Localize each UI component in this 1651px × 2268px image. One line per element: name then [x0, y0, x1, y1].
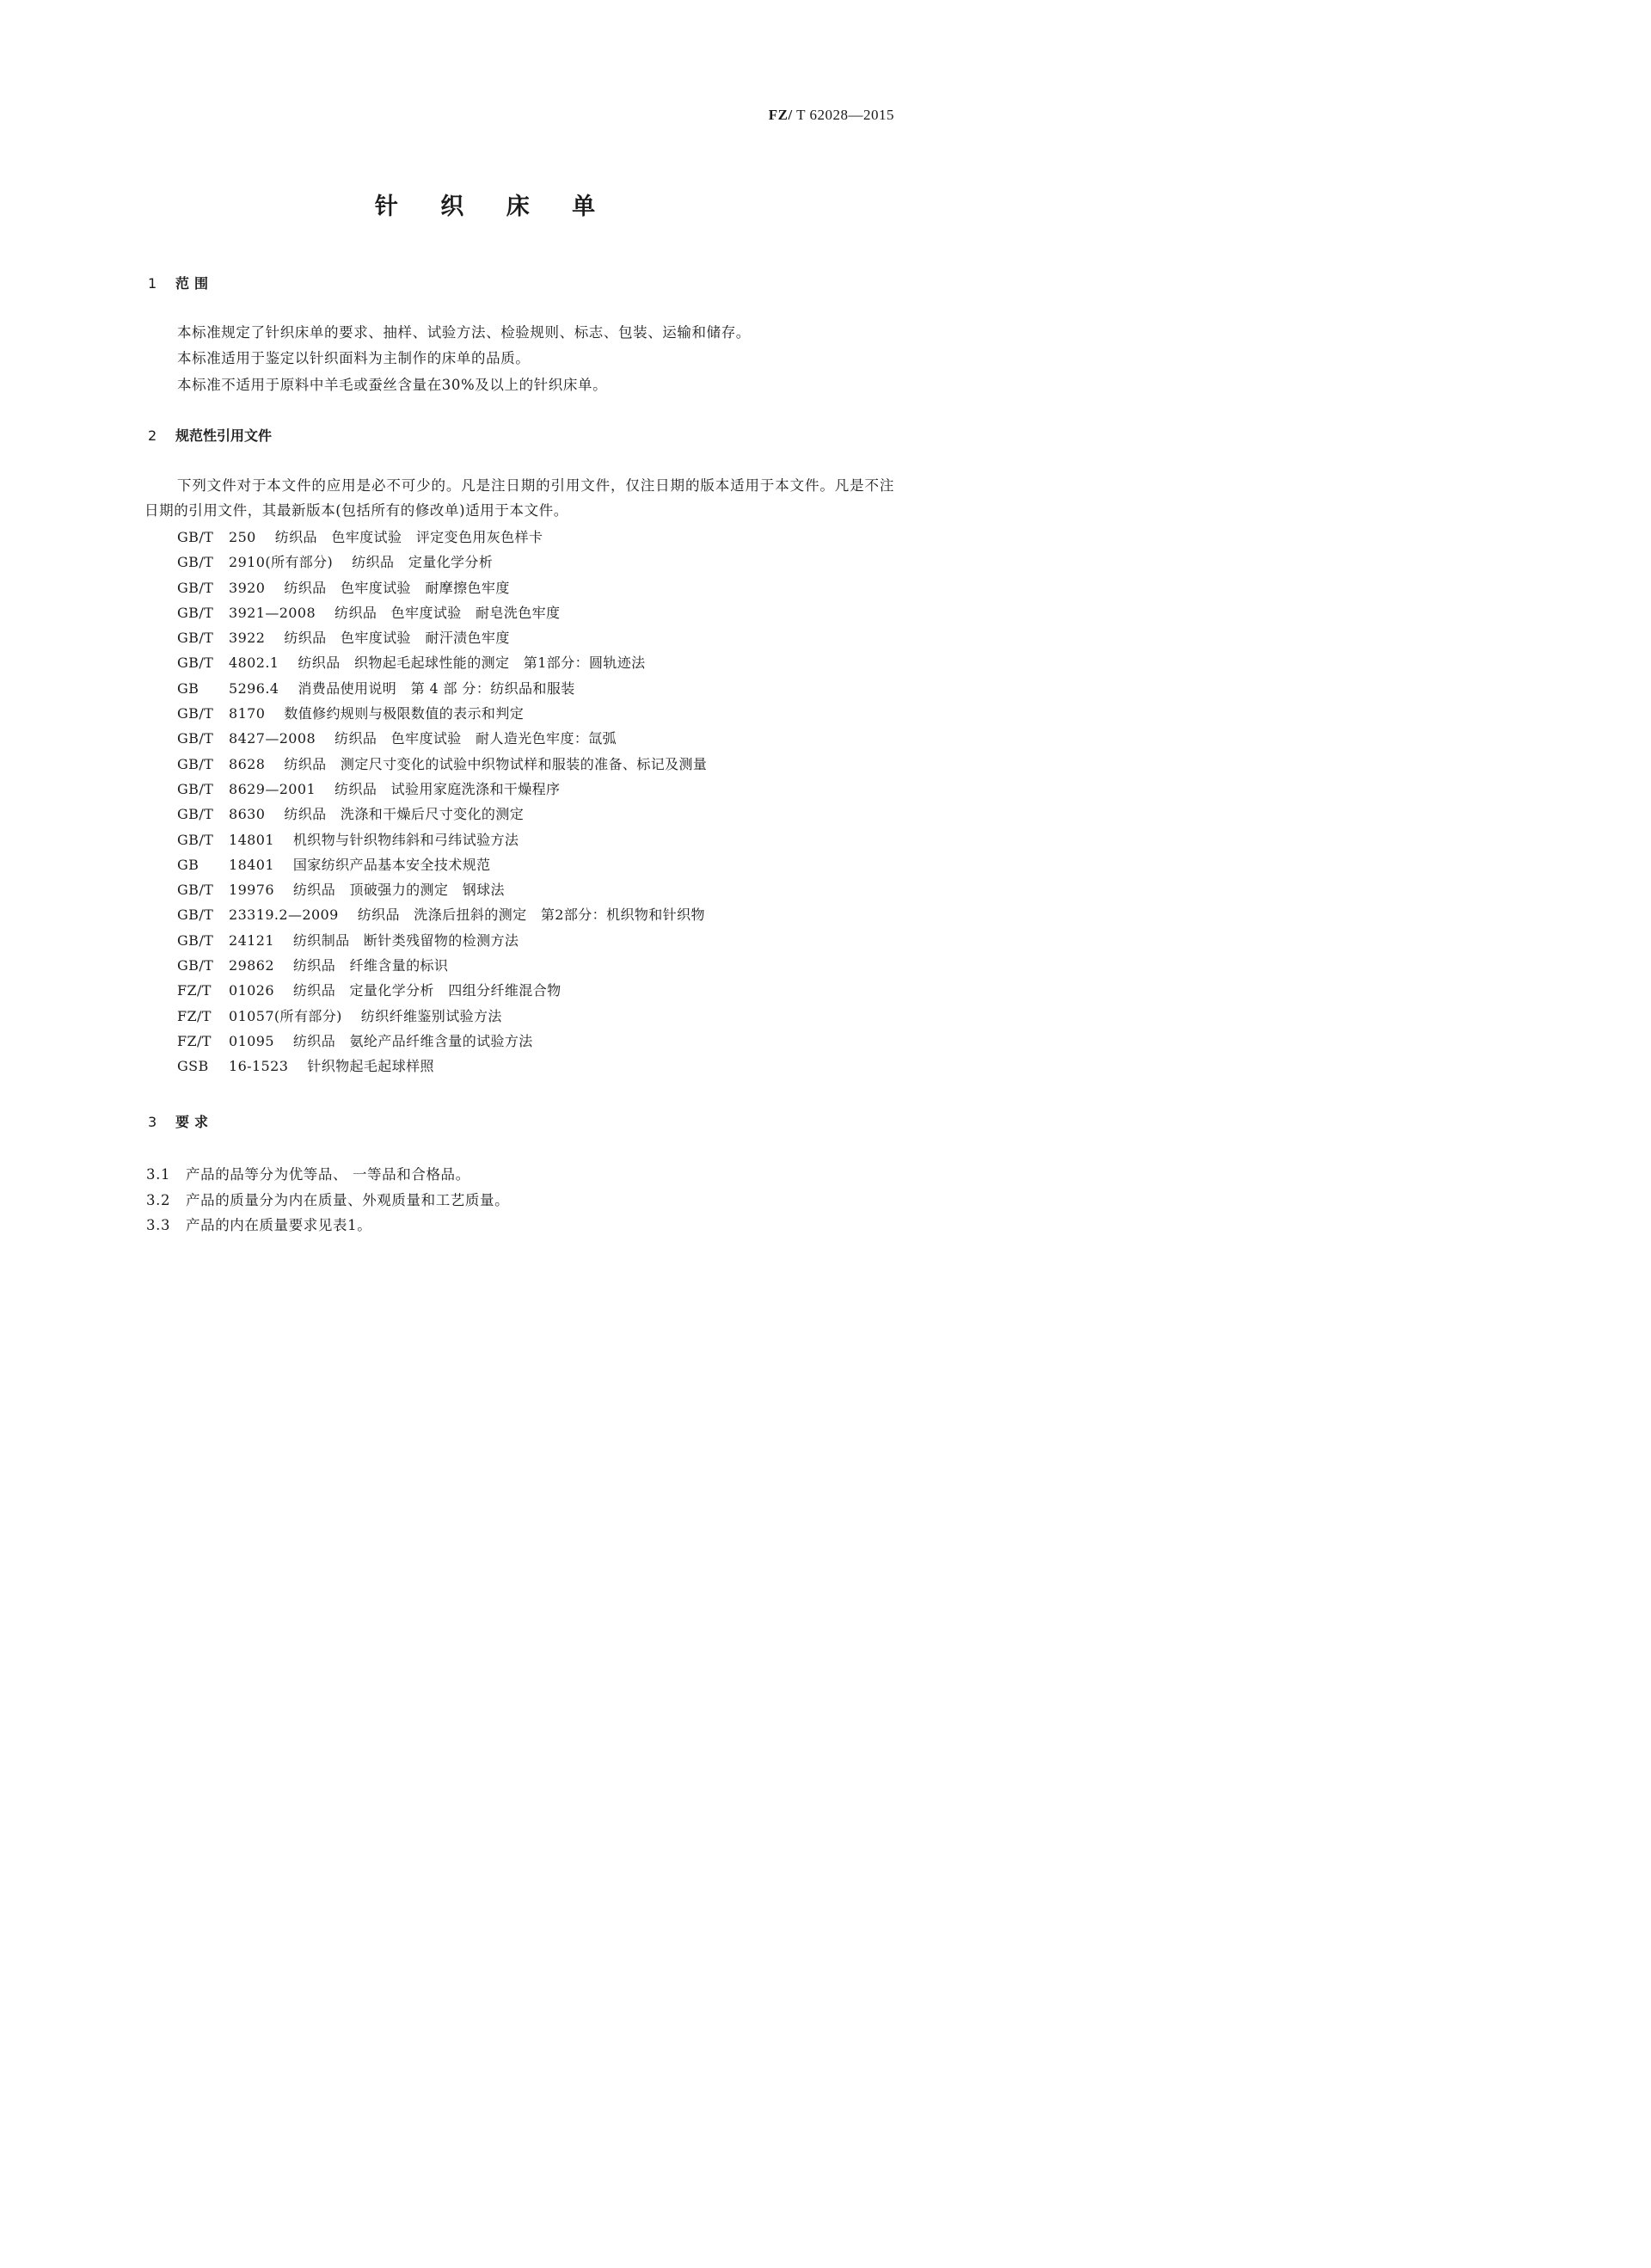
reference-number: 18401: [229, 856, 274, 873]
reference-item: [177, 803, 707, 828]
section-number: 2: [148, 427, 157, 444]
requirement-item: [146, 1189, 509, 1209]
reference-number: 01095: [229, 1032, 274, 1049]
requirement-text: 产品的质量分为内在质量、外观质量和工艺质量。: [186, 1192, 510, 1208]
section-number: 3: [148, 1114, 157, 1130]
reference-title: 纺织品 测定尺寸变化的试验中织物试样和服装的准备、标记及测量: [284, 755, 708, 772]
reference-list: [177, 526, 707, 1081]
reference-code: FZ/T: [177, 1032, 212, 1049]
reference-number: 8630: [229, 806, 266, 823]
scope-paragraph-2: 本标准适用于鉴定以针织面料为主制作的床单的品质。: [177, 350, 531, 366]
reference-code: GB/T: [177, 831, 214, 848]
reference-item: [177, 1055, 707, 1080]
section-heading-references: [148, 425, 272, 445]
reference-number: 16-1523: [229, 1058, 289, 1075]
reference-number: 4802.1: [229, 655, 279, 672]
reference-title: 纺织品 定量化学分析 四组分纤维混合物: [292, 982, 562, 999]
reference-title: 纺织品 顶破强力的测定 钢球法: [292, 882, 505, 899]
reference-title: 消费品使用说明 第 4 部 分：纺织品和服装: [298, 679, 575, 697]
requirement-number: 3.2: [146, 1192, 171, 1208]
reference-item: [177, 551, 707, 576]
reference-number: 14801: [229, 831, 274, 848]
reference-title: 纺织品 氨纶产品纤维含量的试验方法: [292, 1032, 533, 1049]
reference-item: [177, 577, 707, 602]
reference-number: 29862: [229, 957, 274, 974]
reference-code: GSB: [177, 1058, 209, 1075]
reference-number: 2910(所有部分): [229, 554, 334, 571]
reference-code: GB/T: [177, 806, 214, 823]
reference-title: 纺织品 试验用家庭洗涤和干燥程序: [334, 780, 561, 797]
requirement-item: [146, 1214, 371, 1234]
scope-paragraph-3: 本标准不适用于原料中羊毛或蚕丝含量在30%及以上的针织床单。: [177, 377, 608, 393]
reference-code: GB: [177, 679, 199, 697]
reference-code: FZ/T: [177, 982, 212, 999]
section-title: 规范性引用文件: [175, 427, 273, 444]
document-page: [0, 0, 987, 1288]
reference-number: 3921—2008: [229, 604, 316, 621]
standard-code-number: T 62028—2015: [796, 107, 894, 123]
reference-item: [177, 930, 707, 955]
reference-item: [177, 526, 707, 551]
reference-item: [177, 652, 707, 677]
reference-code: GB/T: [177, 529, 214, 545]
standard-code: [769, 107, 894, 124]
references-intro: 下列文件对于本文件的应用是必不可少的。凡是注日期的引用文件，仅注日期的版本适用于本文件。凡是不注日期的引用文件，其最新版本(包括所有的修改单)适用于本文件。: [144, 477, 894, 519]
reference-item: [177, 753, 707, 778]
section-heading-requirements: [148, 1111, 213, 1131]
section-number: 1: [148, 275, 157, 292]
reference-title: 纺织品 纤维含量的标识: [292, 957, 449, 974]
reference-number: 5296.4: [229, 679, 279, 697]
reference-number: 19976: [229, 882, 274, 899]
scope-paragraph-1: 本标准规定了针织床单的要求、抽样、试验方法、检验规则、标志、包装、运输和储存。: [177, 324, 751, 341]
reference-title: 纺织纤维鉴别试验方法: [360, 1007, 502, 1024]
reference-code: GB/T: [177, 554, 214, 571]
reference-number: 01057(所有部分): [229, 1007, 342, 1024]
reference-title: 针织物起毛起球样照: [307, 1058, 434, 1075]
reference-item: [177, 980, 707, 1005]
reference-title: 纺织制品 断针类残留物的检测方法: [292, 931, 519, 949]
reference-title: 纺织品 定量化学分析: [352, 554, 494, 571]
reference-code: GB/T: [177, 957, 214, 974]
reference-code: GB/T: [177, 630, 214, 647]
reference-title: 机织物与针织物纬斜和弓纬试验方法: [292, 831, 519, 848]
reference-code: GB/T: [177, 604, 214, 621]
reference-item: [177, 627, 707, 652]
requirement-text: 产品的内在质量要求见表1。: [186, 1217, 372, 1233]
reference-title: 纺织品 色牢度试验 耐汗渍色牢度: [284, 630, 510, 647]
reference-code: GB/T: [177, 907, 214, 924]
reference-number: 3922: [229, 630, 266, 647]
requirement-text: 产品的品等分为优等品、 一等品和合格品。: [186, 1166, 470, 1183]
reference-item: [177, 904, 707, 929]
reference-title: 国家纺织产品基本安全技术规范: [292, 856, 491, 873]
reference-item: [177, 854, 707, 879]
reference-item: [177, 728, 707, 753]
requirement-number: 3.3: [146, 1217, 171, 1233]
reference-number: 8170: [229, 705, 266, 722]
reference-title: 纺织品 织物起毛起球性能的测定 第1部分：圆轨迹法: [298, 655, 646, 672]
reference-code: GB/T: [177, 931, 214, 949]
reference-number: 8427—2008: [229, 730, 316, 747]
standard-code-prefix: FZ/: [768, 107, 793, 123]
reference-title: 纺织品 色牢度试验 耐人造光色牢度：氙弧: [334, 730, 617, 747]
reference-code: FZ/T: [177, 1007, 212, 1024]
section-title: 要求: [175, 1114, 214, 1130]
reference-title: 纺织品 洗涤和干燥后尺寸变化的测定: [284, 806, 525, 823]
section-title: 范围: [175, 275, 214, 292]
reference-item: [177, 1005, 707, 1030]
reference-title: 纺织品 洗涤后扭斜的测定 第2部分：机织物和针织物: [357, 907, 705, 924]
reference-item: [177, 955, 707, 980]
reference-number: 23319.2—2009: [229, 907, 339, 924]
reference-item: [177, 602, 707, 627]
reference-code: GB/T: [177, 755, 214, 772]
reference-item: [177, 879, 707, 904]
reference-code: GB/T: [177, 579, 214, 596]
reference-title: 纺织品 色牢度试验 评定变色用灰色样卡: [274, 529, 543, 545]
reference-item: [177, 778, 707, 803]
reference-title: 纺织品 色牢度试验 耐皂洗色牢度: [334, 604, 561, 621]
reference-code: GB/T: [177, 882, 214, 899]
document-title: 针 织 床 单: [374, 194, 613, 220]
reference-number: 8628: [229, 755, 266, 772]
reference-title: 数值修约规则与极限数值的表示和判定: [284, 705, 525, 722]
reference-number: 3920: [229, 579, 266, 596]
section-heading-scope: [148, 273, 213, 292]
reference-number: 24121: [229, 931, 274, 949]
reference-number: 250: [229, 529, 256, 545]
reference-title: 纺织品 色牢度试验 耐摩擦色牢度: [284, 579, 510, 596]
reference-item: [177, 829, 707, 854]
reference-number: 01026: [229, 982, 274, 999]
requirement-number: 3.1: [146, 1166, 171, 1183]
reference-item: [177, 678, 707, 703]
reference-code: GB/T: [177, 780, 214, 797]
reference-code: GB/T: [177, 705, 214, 722]
reference-number: 8629—2001: [229, 780, 316, 797]
reference-code: GB/T: [177, 730, 214, 747]
reference-item: [177, 703, 707, 728]
reference-code: GB: [177, 856, 199, 873]
reference-code: GB/T: [177, 655, 214, 672]
reference-item: [177, 1030, 707, 1055]
requirement-item: [146, 1163, 470, 1183]
